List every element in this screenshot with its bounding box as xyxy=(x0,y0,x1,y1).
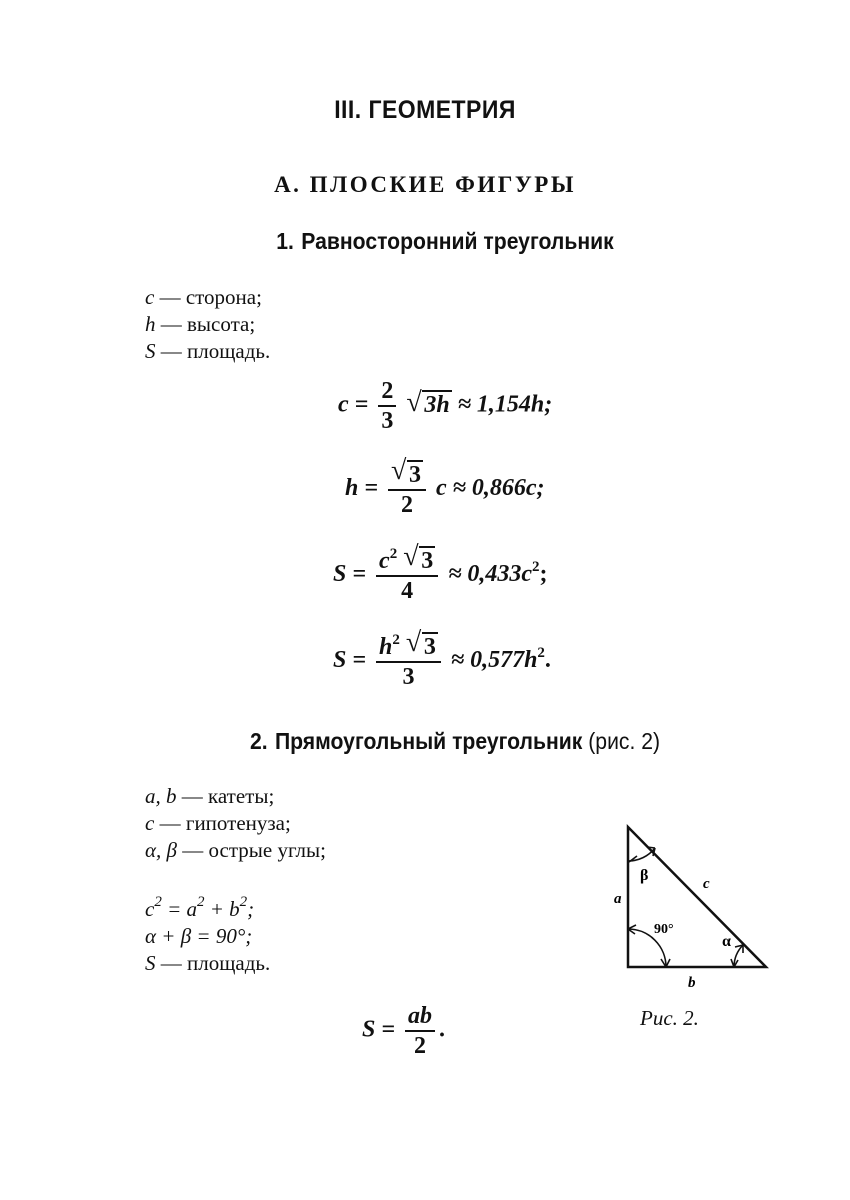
figure-caption: Рис. 2. xyxy=(640,1006,699,1030)
sqrt: √ 3 xyxy=(405,627,436,660)
section2-title: Прямоугольный треугольник xyxy=(274,728,583,754)
definition-line: h — высота; xyxy=(145,312,256,336)
definition-line: α, β — острые углы; xyxy=(145,838,326,862)
part-title: А. ПЛОСКИЕ ФИГУРЫ xyxy=(274,172,576,197)
label-a: a xyxy=(614,891,622,907)
definition-line: S — площадь. xyxy=(145,951,271,975)
definition-line: c — гипотенуза; xyxy=(145,811,291,835)
formula-side-from-height: c = $\frac{2}{3}$ √ 3h ≈ 1,154h; xyxy=(338,378,553,434)
section1-definitions xyxy=(145,284,270,365)
section1-title: Равносторонний треугольник xyxy=(301,228,614,254)
label-b: b xyxy=(688,975,696,991)
chapter-title: III. ГЕОМЕТРИЯ xyxy=(334,96,516,124)
sqrt: √ 3 xyxy=(403,541,434,574)
section2-number: 2. xyxy=(249,728,268,754)
formula-area-from-side: S = $c^2$ √ 3 4 ≈ $0,433c^2$; xyxy=(333,541,548,604)
label-right-angle: 90° xyxy=(654,922,674,937)
label-c: c xyxy=(703,876,710,892)
section2-heading xyxy=(64,728,846,755)
label-alpha: α xyxy=(722,933,731,950)
figure-reference: (рис. 2) xyxy=(588,728,661,754)
angle-sum-formula: α + β = 90°; xyxy=(145,924,253,948)
section2-definitions xyxy=(145,783,326,864)
definition-line: S — площадь. xyxy=(145,339,271,363)
section1-heading xyxy=(54,228,836,255)
section1-number: 1. xyxy=(276,228,294,254)
definition-line: a, b — катеты; xyxy=(145,784,275,808)
right-triangle-figure xyxy=(600,815,780,995)
pythagoras-formula: $c^2 = a^2 + b^2$; xyxy=(145,894,255,921)
sqrt: √ 3h xyxy=(406,386,450,418)
section2-relations xyxy=(145,896,270,977)
label-beta: β xyxy=(640,867,649,884)
sqrt: √ 3 xyxy=(391,455,422,488)
definition-line: c — сторона; xyxy=(145,285,262,309)
formula-area-from-height: S = $h^2$ √ 3 3 ≈ $0,577h^2$. xyxy=(333,627,551,690)
formula-height-from-side: h = √ 3 2 c ≈ 0,866c; xyxy=(345,455,545,518)
formula-right-triangle-area: S = $\frac{ab}{2}$ . xyxy=(362,1003,446,1059)
